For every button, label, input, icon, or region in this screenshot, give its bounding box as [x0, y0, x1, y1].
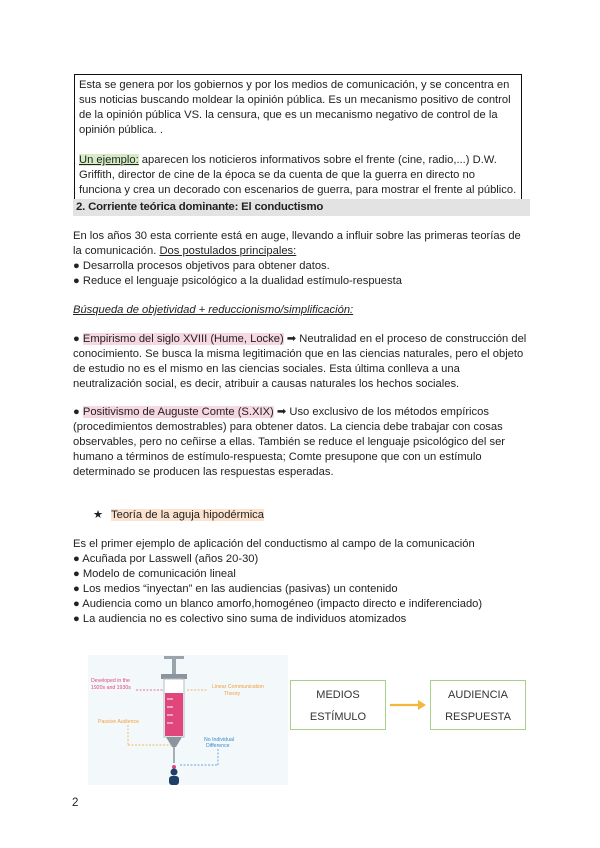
audiencia-box [430, 680, 526, 730]
positivismo-label: Positivismo de Auguste Comte (S.XIX) [82, 406, 274, 418]
intro-paragraph: Esta se genera por los gobiernos y por los medios de comunicación, y se concentra en sus noticias buscando moldear la opinión pública. Es un mecanismo positivo de control de la opinión pública VS. la censura, que es un mecanismo negativo de control de la opinión pública. . [79, 79, 511, 136]
example-text: aparecen los noticieros informativos sobre el frente (cine, radio,...) D.W. Griffith, director de cine de la época se da cuenta de que la guerra en directo no funciona y crea un decorado con escenarios de guerra, para mostrar el frente al público. [79, 154, 517, 196]
respuesta-label: RESPUESTA [445, 711, 511, 723]
person-body-icon [169, 776, 179, 785]
aguja-list [73, 537, 528, 627]
busqueda-line [73, 303, 528, 318]
droplet-icon [172, 765, 176, 769]
positivismo-text: Uso exclusivo de los métodos empíricos (procedimientos demostrables) para obtener datos. La ciencia debe trabajar con cosas observables, pero no ceñirse a ellas. También se reduce el lenguaje psicológico del ser humano a términos de estímulo-respuesta; Comte presupone que con un estímulo determinado se producen las respuestas esperadas. [73, 406, 506, 478]
list-item: ● Acuñada por Lasswell (años 20-30) [73, 553, 259, 565]
postulados-label: Dos postulados principales: [159, 245, 297, 257]
list-item: ● La audiencia no es colectivo sino suma de individuos atomizados [73, 613, 407, 625]
arrow-icon: ➡ [283, 333, 300, 345]
aguja-title-line [93, 508, 264, 523]
needle-hub [166, 737, 182, 747]
empirismo-text: Neutralidad en el proceso de construcción del conocimiento. Se busca la misma legitimación que en las ciencias naturales, pero el objeto de estudio no es el mismo en las ciencias sociales. Esta última conlleva a una neutralización social, es decir, atribuir a causas naturales los hechos sociales. [73, 333, 527, 390]
barrel-cap [161, 674, 187, 679]
section-intro [73, 229, 528, 289]
stimulus-response-diagram [290, 680, 530, 740]
syringe-illustration [88, 655, 288, 785]
bullet-item: ● Reduce el lenguaje psicológico a la dualidad estímulo-respuesta [73, 275, 402, 287]
aguja-intro: Es el primer ejemplo de aplicación del conductismo al campo de la comunicación [73, 538, 475, 550]
list-item: ● Modelo de comunicación lineal [73, 568, 236, 580]
star-icon: ★ [93, 509, 104, 521]
empirismo-paragraph [73, 332, 528, 392]
label-developed-1: Developed in the [91, 678, 130, 684]
person-head-icon [171, 769, 178, 776]
label-nofilter-1: No Individual [204, 737, 234, 743]
empirismo-label: Empirismo del siglo XVIII (Hume, Locke) [82, 333, 284, 345]
audiencia-label: AUDIENCIA [448, 689, 508, 701]
list-item: ● Los medios “inyectan” en las audiencias (pasivas) un contenido [73, 583, 398, 595]
estimulo-label: ESTÍMULO [309, 711, 367, 723]
example-paragraph [79, 153, 517, 198]
bullet-glyph: ● [73, 333, 83, 345]
label-linear-2: Theory [224, 691, 241, 697]
medios-label: MEDIOS [316, 689, 360, 701]
label-passive: Passive Audience [98, 719, 139, 725]
intro-box [74, 74, 522, 203]
arrow-icon: ➡ [273, 406, 290, 418]
busqueda-text: Búsqueda de objetividad + reduccionismo/simplificación: [73, 304, 354, 316]
hypodermic-figure [88, 655, 288, 785]
section-heading: 2. Corriente teórica dominante: El conductismo [73, 199, 530, 216]
page-number: 2 [72, 797, 79, 809]
section-intro-text: En los años 30 esta corriente está en auge, llevando a influir sobre las primeras teorías de la comunicación. [73, 230, 521, 257]
label-nofilter-2: Difference [206, 743, 230, 749]
aguja-title: Teoría de la aguja hipodérmica [111, 509, 264, 521]
label-developed-2: 1920s and 1930s [91, 685, 131, 691]
positivismo-paragraph [73, 405, 528, 480]
label-linear-1: Linear Communication [212, 684, 264, 690]
plunger-rod [172, 658, 176, 674]
example-label: Un ejemplo: [79, 154, 139, 166]
list-item: ● Audiencia como un blanco amorfo,homogéneo (impacto directo e indiferenciado) [73, 598, 483, 610]
arrow-right-icon [388, 698, 428, 712]
bullet-item: ● Desarrolla procesos objetivos para obtener datos. [73, 260, 330, 272]
medios-box [290, 680, 386, 730]
bullet-glyph: ● [73, 406, 83, 418]
